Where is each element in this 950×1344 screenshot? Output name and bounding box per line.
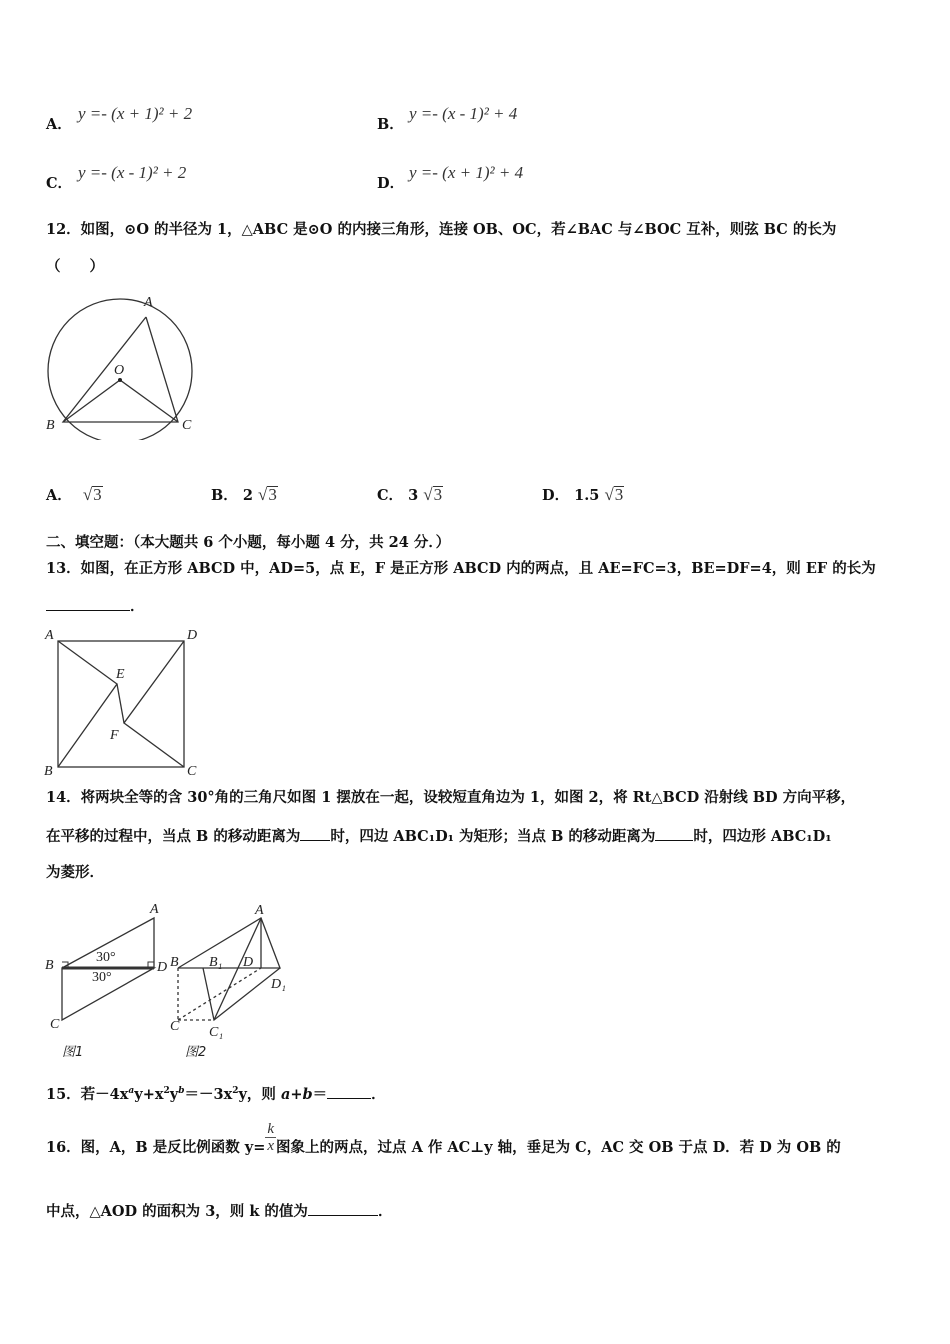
q12-option-c — [377, 485, 443, 506]
coefficient: 1.5 — [574, 487, 600, 504]
q12-answer-paren: （ ） — [46, 258, 104, 275]
q11-option-d — [377, 174, 404, 194]
option-label: D． — [542, 487, 570, 504]
answer-blank — [46, 596, 130, 611]
q11-option-c-equation: y =- (x - 1)² + 2 — [78, 163, 187, 182]
segment-ef — [117, 684, 124, 723]
coefficient: 2 — [242, 487, 253, 504]
answer-blank — [300, 826, 330, 841]
label-a: A — [144, 295, 153, 310]
option-label: B． — [377, 116, 404, 133]
fraction-k-over-x — [265, 1121, 276, 1154]
segments-df-cf — [124, 641, 184, 767]
label-b: B — [45, 958, 54, 973]
label-b: B — [44, 764, 53, 779]
q11-option-a — [46, 115, 72, 135]
q15-text: a+b — [280, 1085, 313, 1103]
exponent: 2 — [163, 1086, 170, 1096]
coefficient: 3 — [408, 487, 419, 504]
q14-text: 时，四边形 ABC₁D₁ — [693, 828, 832, 845]
q16-stem-line1 — [46, 1120, 841, 1158]
q16-text: 图象上的两点，过点 A 作 AC⊥y 轴，垂足为 C，AC 交 OB 于点 D．若 D 为 OB 的 — [276, 1139, 841, 1156]
label-c: C — [50, 1017, 60, 1032]
label-e: E — [116, 667, 125, 682]
q16-text: 中点，△AOD 的面积为 3，则 k 的值为 — [46, 1203, 308, 1220]
q13-square-figure — [40, 625, 210, 781]
q15-text: y — [169, 1085, 179, 1103]
label-c: C — [182, 418, 192, 433]
q11-option-d-equation: y =- (x + 1)² + 4 — [409, 163, 524, 182]
label-b: B — [170, 955, 179, 970]
label-d: D — [157, 960, 168, 975]
q12-stem: 12．如图，⊙O 的半径为 1，△ABC 是⊙O 的内接三角形，连接 OB、OC，若∠BAC 与∠BOC 互补，则弦 BC 的长为 — [46, 221, 837, 238]
exponent: a — [128, 1086, 135, 1096]
q15-stem — [46, 1081, 386, 1105]
denominator: x — [267, 1137, 275, 1154]
q15-text: y+x — [134, 1085, 164, 1103]
angle-label: 30° — [92, 970, 112, 985]
q14-figure-1 — [40, 898, 175, 1063]
radical: √3 — [82, 485, 102, 504]
q11-option-c — [46, 174, 72, 194]
label-b: B — [46, 418, 55, 433]
q14-figure-2 — [165, 898, 300, 1063]
radical: √3 — [257, 485, 277, 504]
q14-text: 时，四边 ABC₁D₁ 为矩形；当点 B 的移动距离为 — [330, 828, 656, 845]
q13-answer-line — [46, 596, 145, 617]
label-d: D — [187, 628, 198, 643]
q12-option-a — [46, 485, 103, 506]
q11-option-b — [377, 115, 404, 135]
label-c1: C₁ — [209, 1025, 224, 1040]
label-o: O — [114, 363, 125, 378]
q12-circle-figure — [40, 290, 205, 440]
radical: √3 — [604, 485, 624, 504]
q15-text: ． — [371, 1085, 386, 1103]
figure-caption: 图2 — [185, 1045, 207, 1060]
q14-text: 在平移的过程中，当点 B 的移动距离为 — [46, 828, 301, 845]
segments-ae-be — [58, 641, 117, 767]
option-label: C． — [377, 487, 404, 504]
label-c: C — [187, 764, 197, 779]
figure-caption: 图1 — [62, 1045, 84, 1060]
radicand: 3 — [614, 485, 624, 504]
exponent: 2 — [232, 1086, 239, 1096]
label-a: A — [150, 902, 159, 917]
q15-text: 15．若－4x — [46, 1085, 129, 1103]
exponent: b — [178, 1086, 185, 1096]
radical: √3 — [423, 485, 443, 504]
option-label: D． — [377, 175, 405, 192]
label-d1: D₁ — [271, 977, 286, 992]
label-f: F — [110, 728, 119, 743]
triangle-abd — [178, 918, 280, 968]
segment-cd-dashed — [178, 968, 261, 1020]
triangle-b1c1d1 — [203, 968, 280, 1020]
label-a: A — [45, 628, 54, 643]
q16-text: 16．图，A，B 是反比例函数 y= — [46, 1139, 266, 1156]
q12-option-d — [542, 485, 624, 506]
q12-option-b — [211, 485, 278, 506]
q14-stem-line2 — [46, 826, 832, 847]
q11-option-b-equation: y =- (x - 1)² + 4 — [409, 104, 518, 123]
q13-end: ． — [130, 598, 145, 615]
option-label: B． — [211, 487, 238, 504]
answer-blank — [308, 1201, 378, 1216]
option-label: C． — [46, 175, 73, 192]
q15-text: ＝－3x — [184, 1085, 233, 1103]
q13-stem: 13．如图，在正方形 ABCD 中，AD=5，点 E，F 是正方形 ABCD 内的两点，且 AE=FC=3，BE=DF=4，则 EF 的长为 — [46, 560, 876, 577]
label-a: A — [255, 903, 264, 918]
option-label: A． — [46, 487, 72, 504]
radicand: 3 — [268, 485, 277, 504]
radicand: 3 — [433, 485, 443, 504]
q16-text: ． — [377, 1203, 393, 1220]
section-heading: 二、填空题：（本大题共 6 个小题，每小题 4 分，共 24 分．） — [46, 534, 451, 551]
radicand: 3 — [93, 485, 102, 504]
option-label: A． — [46, 116, 72, 133]
q15-text: y，则 — [238, 1085, 281, 1103]
label-d: D — [243, 955, 254, 970]
numerator: k — [267, 1120, 275, 1137]
label-b1: B₁ — [209, 955, 223, 970]
q14-stem-line1: 14．将两块全等的含 30°角的三角尺如图 1 摆放在一起，设较短直角边为 1，如图 2，将 Rt△BCD 沿射线 BD 方向平移， — [46, 789, 856, 806]
answer-blank — [655, 826, 693, 841]
angle-label: 30° — [96, 950, 116, 965]
q11-option-a-equation: y =- (x + 1)² + 2 — [78, 104, 193, 123]
label-c: C — [170, 1019, 180, 1034]
q14-stem-line3: 为菱形． — [46, 864, 104, 881]
center-point — [118, 378, 122, 382]
q15-text: ＝ — [312, 1085, 328, 1103]
answer-blank — [327, 1084, 371, 1099]
q16-stem-line2 — [46, 1201, 392, 1222]
